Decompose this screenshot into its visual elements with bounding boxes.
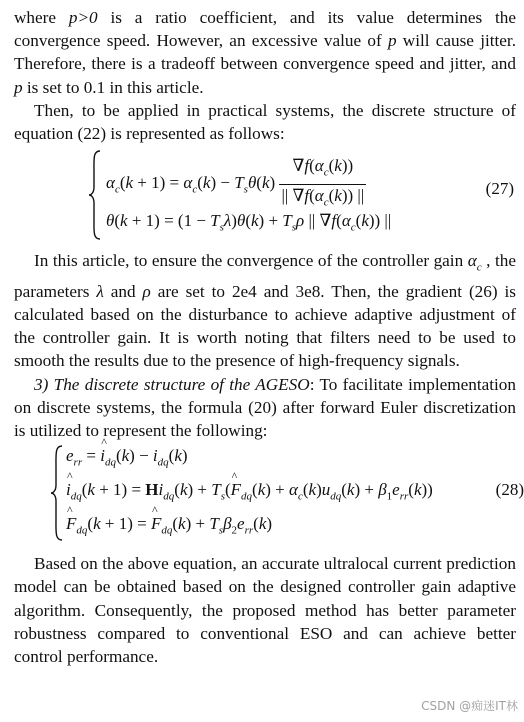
equation-27 bbox=[14, 149, 516, 245]
paper-page bbox=[14, 6, 524, 668]
paragraph-1: where p>0 is a ratio coefficient, and its value determines the convergence speed. However, an excessive value of p will cause jitter. Therefore, there is a tradeoff between convergence speed and jitter, and p is set to 0.1 in this article. bbox=[14, 8, 516, 97]
paragraph-4-body: : To facilitate implementation on discrete systems, the formula (20) after forward Euler discretization is utilized to represent the following: bbox=[14, 374, 516, 441]
paragraph-4 bbox=[14, 373, 516, 443]
equation-27-line-1: $\alpha_c(k + 1) = \alpha_c(k) - T_s\theta(k)$ $\frac{\nabla f(\alpha_c(k))}{|| \nabla f(\alpha_c(k)) ||}$ bbox=[106, 155, 366, 213]
watermark: CSDN @痴迷IT林 bbox=[421, 699, 518, 713]
gradient-fraction: $\frac{\nabla f(\alpha_c(k))}{|| \nabla f(\alpha_c(k)) ||}$ bbox=[281, 156, 365, 208]
paragraph-2: Then, to be applied in practical systems, the discrete structure of equation (22) is represented as follows: bbox=[14, 100, 516, 144]
subsection-heading: 3) The discrete structure of the AGESO bbox=[34, 374, 310, 394]
equation-28-line-1: $e_{rr}$ = ^ $i_{dq}(k) - i_{dq}(k)$ bbox=[66, 446, 188, 468]
equation-27-line-2: $\theta(k + 1) = (1 - T_s\lambda)\theta(k) + T_s\rho$ || $\nabla f(\alpha_c(k))$ || bbox=[106, 211, 392, 234]
paragraph-5: Based on the above equation, an accurate ultralocal current prediction model can be obtained based on the designed controller gain adaptive algorithm. Consequently, the proposed method has better parameter robustness compared to conventional ESO and can achieve better control performance. bbox=[14, 554, 516, 667]
left-brace-icon bbox=[88, 149, 102, 241]
equation-28-line-2: ^ $i_{dq}(k + 1) = Hi_{dq}(k)$ + $T_s(\^{}$ $F_{dq}(k) + \alpha_c(k)u_{dq}(k) + \beta_1e_{rr}(k)$) bbox=[66, 480, 433, 502]
paragraph-3: In this article, to ensure the convergence of the controller gain $\alpha_c$ , the parameters λ and ρ are set to 2e4 and 3e8. Then, the gradient (26) is calculated based on the disturbance to achieve adaptive adjustment of the controller gain. It is worth noting that filters need to be used to smooth the results due to the presence of high-frequency signals. bbox=[14, 251, 517, 371]
equation-27-number: (27) bbox=[485, 179, 514, 199]
equation-28 bbox=[14, 444, 524, 546]
left-brace-icon bbox=[50, 444, 64, 542]
equation-28-number: (28) bbox=[495, 480, 524, 500]
equation-28-line-3: ^ $F_{dq}(k + 1)$ = ^ $F_{dq}(k) + T_s\beta_2e_{rr}(k)$ bbox=[66, 514, 272, 536]
